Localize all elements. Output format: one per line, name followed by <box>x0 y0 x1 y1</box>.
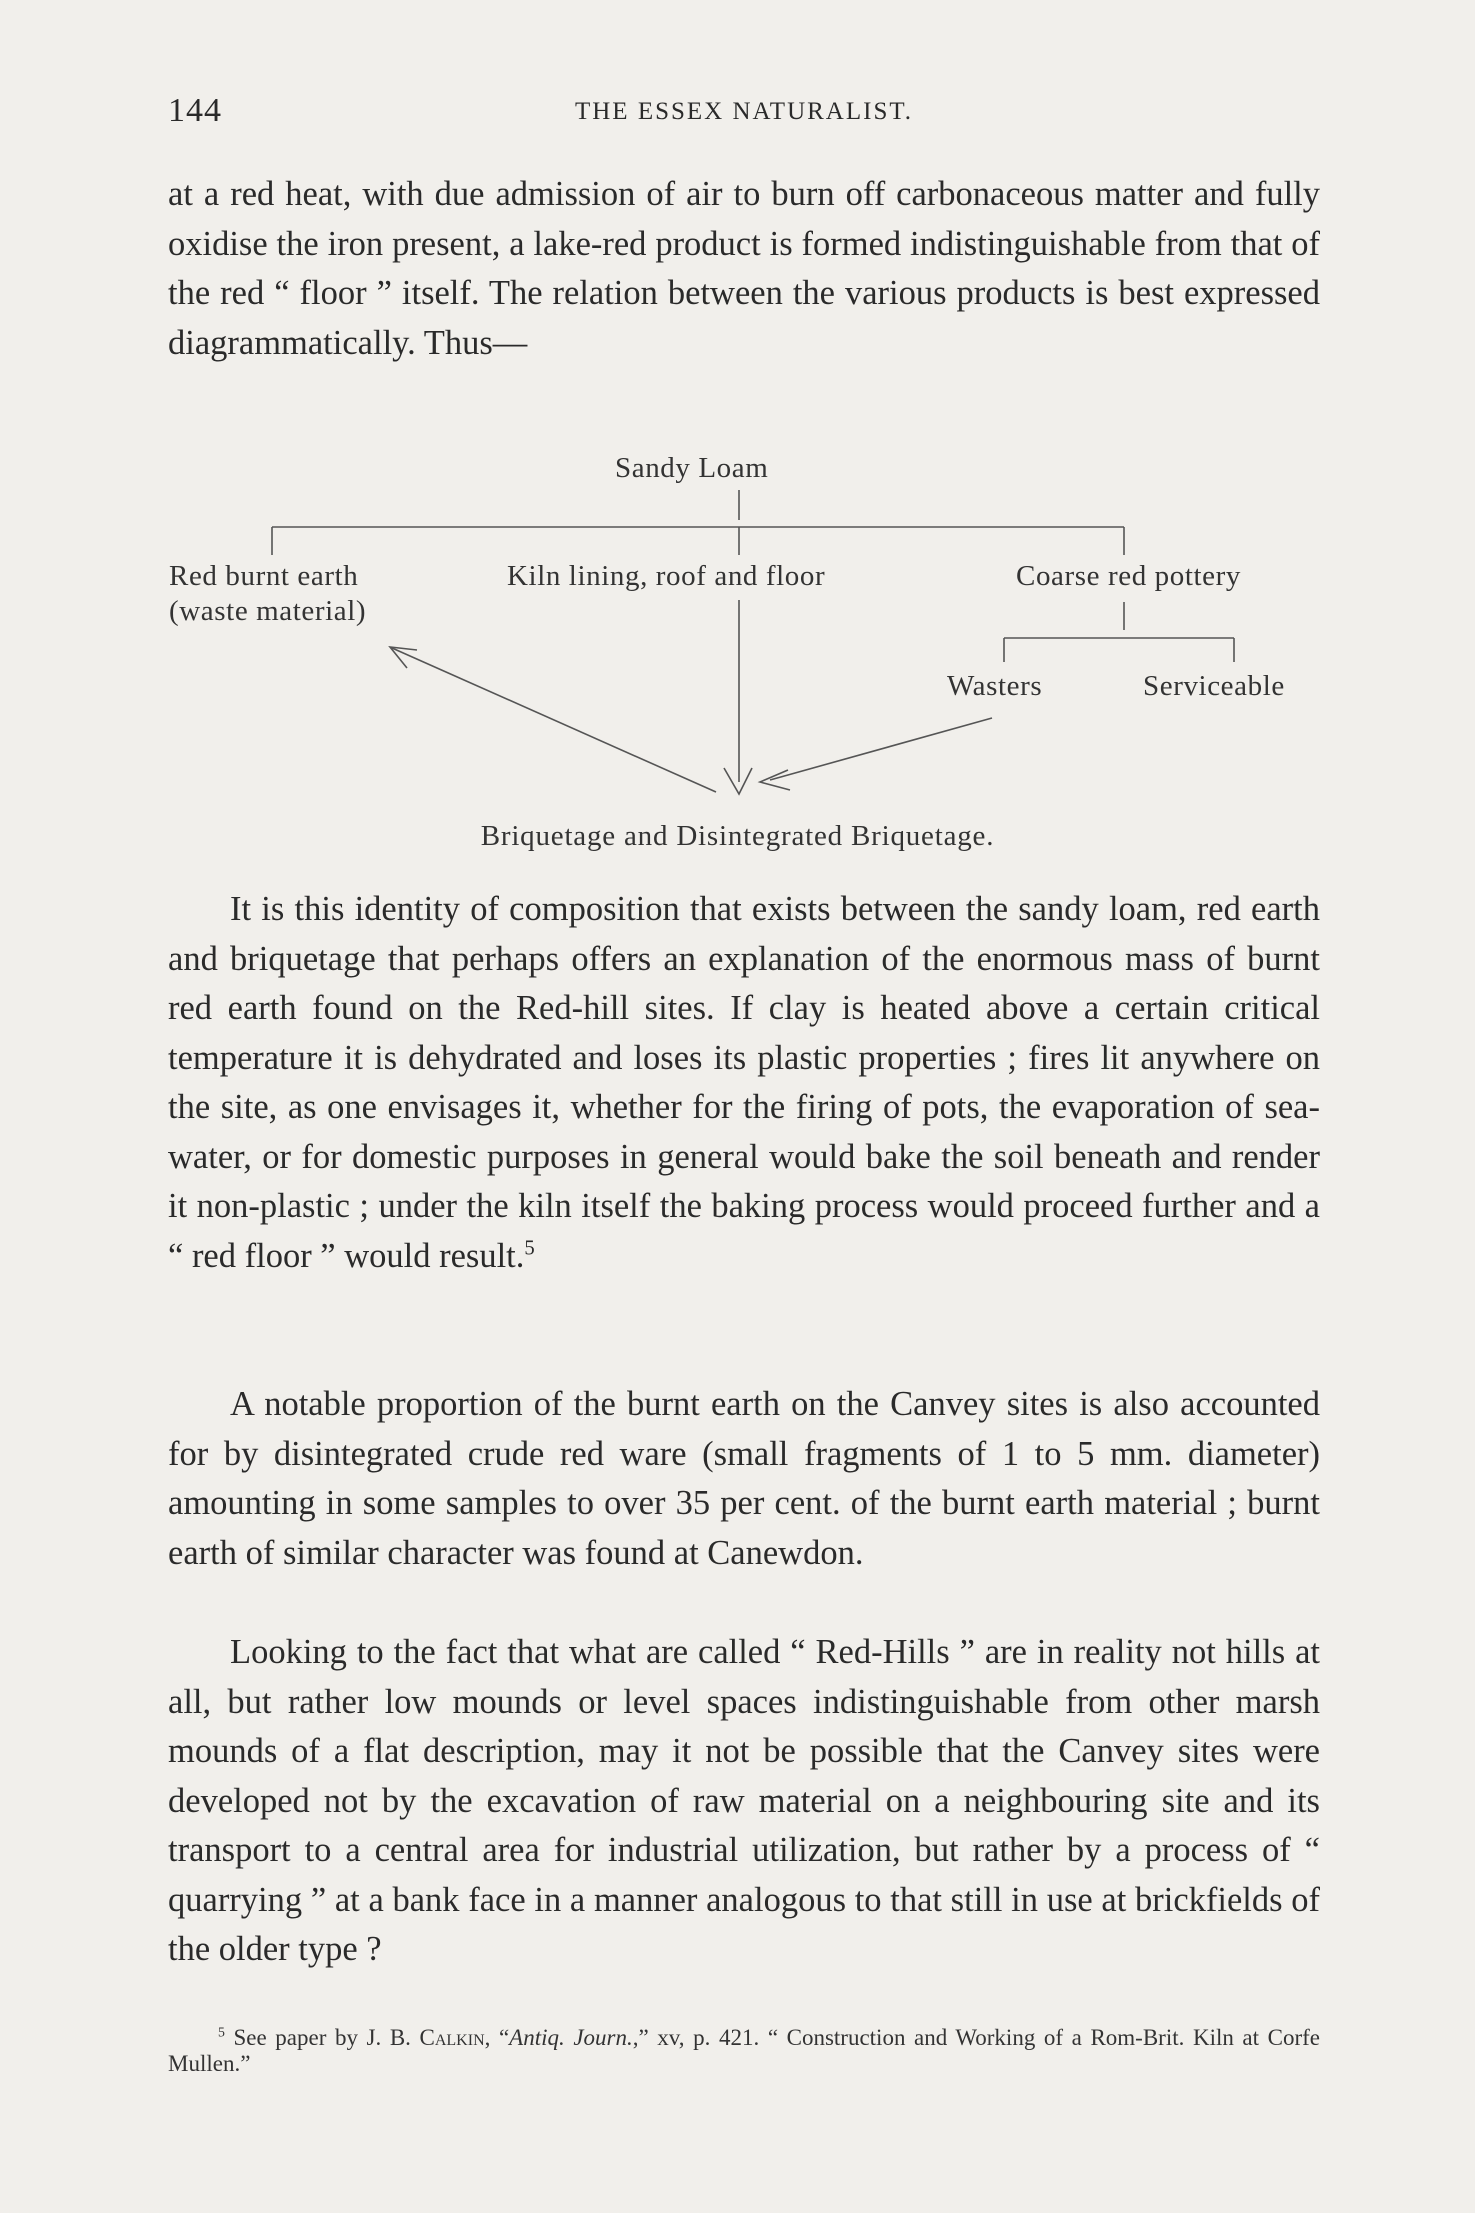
running-head <box>168 92 1320 136</box>
diagram-wasters-label: Wasters <box>947 670 1043 702</box>
page-number: 144 <box>168 92 222 129</box>
paragraph-2 <box>168 885 1320 1281</box>
footnote-number: 5 <box>218 2024 225 2040</box>
footnote-text-1: See paper by J. B. <box>233 2025 420 2050</box>
diagram-left-label-line2: (waste material) <box>169 595 367 627</box>
diagram-root-label: Sandy Loam <box>615 452 769 484</box>
footnote-text-2: , “ <box>484 2025 510 2050</box>
diagram-serviceable-label: Serviceable <box>1143 670 1285 702</box>
footnote-ref: 5 <box>524 1237 535 1259</box>
journal-title: THE ESSEX NATURALIST. <box>574 98 914 125</box>
diagram-middle-label: Kiln lining, roof and floor <box>507 560 826 592</box>
paragraph-2-text: It is this identity of composition that exists between the sandy loam, red earth and briquetage that perhaps offers an explanation of the enormous mass of burnt red earth found on the Red-hill sites. If clay is heated above a certain critical temperature it is dehydrated and loses its plastic properties ; fires lit anywhere on the site, as one envisages it, whether for the firing of pots, the evaporation of sea-water, or for domestic purposes in general would bake the soil beneath and render it non-plastic ; under the kiln itself the baking process would proceed further and a “ red floor ” would result. <box>168 890 1320 1275</box>
footnote-journal: Antiq. Journ. <box>509 2025 633 2050</box>
diagram-caption: Briquetage and Disintegrated Briquetage. <box>480 820 995 852</box>
footnote-text-3: ,” xv, p. 421. “ Construction and Working of a Rom-Brit. Kiln at Corfe Mullen.” <box>168 2025 1320 2076</box>
footnote <box>168 2025 1320 2077</box>
paragraph-3: A notable proportion of the burnt earth on the Canvey sites is also accounted for by disintegrated crude red ware (small fragments of 1 to 5 mm. diameter) amounting in some samples to over 35 per cent. of the burnt earth material ; burnt earth of similar character was found at Canewdon. <box>168 1385 1320 1572</box>
diagram-right-label: Coarse red pottery <box>1016 560 1242 592</box>
footnote-author: Calkin <box>419 2025 485 2050</box>
paragraph-1: at a red heat, with due admission of air to burn off carbonaceous matter and fully oxidise the iron present, a lake-red product is formed indistinguishable from that of the red “ floor ” itself. The relation between the various products is best expressed diagrammatically. Thus— <box>168 175 1320 362</box>
diagram-left-label-line1: Red burnt earth <box>169 560 359 592</box>
paragraph-4: Looking to the fact that what are called “ Red-Hills ” are in reality not hills at all, but rather low mounds or level spaces indistinguishable from other marsh mounds of a flat description, may it not be possible that the Canvey sites were developed not by the excavation of raw material on a neighbouring site and its transport to a central area for industrial utilization, but rather by a process of “ quarrying ” at a bank face in a manner analogous to that still in use at brickfields of the older type ? <box>168 1633 1320 1968</box>
